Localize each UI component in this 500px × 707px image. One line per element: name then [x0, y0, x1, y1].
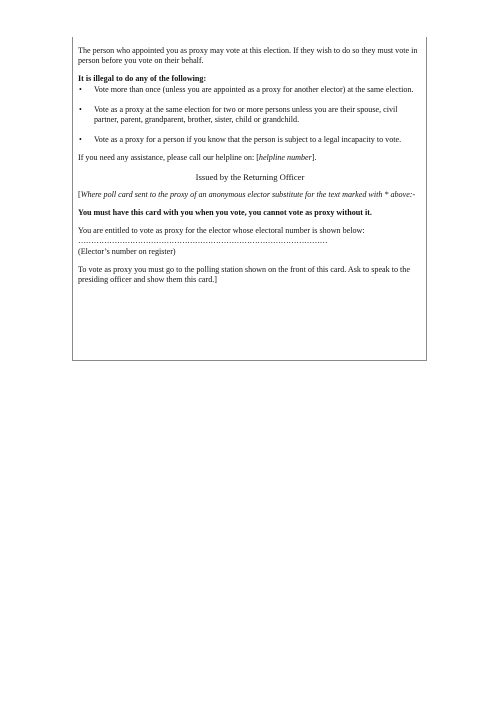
list-item-text: Vote as a proxy at the same election for two or more persons unless you are their spouse, civil partner, parent, grandparent, brother, sister, child or grandchild. [94, 104, 398, 125]
helpline-suffix: ]. [311, 153, 317, 163]
illegal-list [78, 85, 422, 146]
anonymous-note [78, 190, 422, 200]
list-item [78, 135, 422, 145]
issued-by: Issued by the Returning Officer [195, 171, 305, 182]
helpline-paragraph [78, 153, 422, 163]
bullet-icon: • [79, 84, 82, 94]
polling-station-paragraph: To vote as proxy you must go to the polling station shown on the front of this card. Ask to speak to the presiding officer and show them this card.] [78, 264, 410, 285]
anonymous-note-text: Where poll card sent to the proxy of an anonymous elector substitute for the text marked with * above:- [80, 189, 416, 199]
elector-number-label: (Elector’s number on register) [78, 246, 176, 256]
elector-number-blank: …………………………………………………………………………………… [78, 236, 328, 246]
list-item [78, 105, 422, 125]
must-have-statement: You must have this card with you when you vote, you cannot vote as proxy without it. [78, 208, 372, 218]
entitled-paragraph: You are entitled to vote as proxy for the elector whose electoral number is shown below: [78, 226, 365, 236]
intro-paragraph: The person who appointed you as proxy may vote at this election. If they wish to do so they must vote in person before you vote on their behalf. [78, 46, 418, 66]
illegal-heading: It is illegal to do any of the following: [78, 74, 207, 84]
helpline-placeholder: helpline number [258, 153, 312, 163]
bullet-icon: • [79, 104, 82, 114]
helpline-prefix: If you need any assistance, please call our helpline on: [ [78, 153, 259, 163]
bullet-icon: • [79, 135, 82, 145]
poll-card-back [72, 37, 427, 361]
anonymous-note-bracket: [ [78, 189, 81, 199]
list-item-text: Vote more than once (unless you are appointed as a proxy for another elector) at the same election. [94, 84, 414, 94]
list-item-text: Vote as a proxy for a person if you know that the person is subject to a legal incapacity to vote. [94, 135, 402, 145]
list-item [78, 85, 422, 95]
